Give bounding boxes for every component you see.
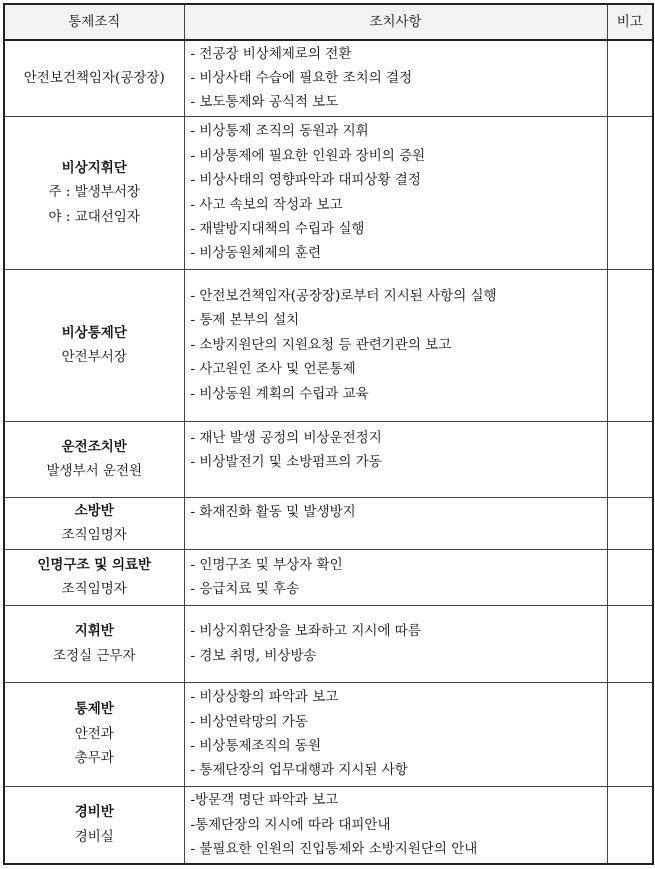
org-sub: 총무과 xyxy=(74,750,114,767)
org-cell xyxy=(4,269,184,421)
org-cell xyxy=(4,40,184,116)
action-item: - 사고원인 조사 및 언론통제 xyxy=(190,361,356,378)
org-name: 지휘반 xyxy=(74,623,114,640)
org-name: 운전조치반 xyxy=(61,438,127,455)
org-cell xyxy=(4,421,184,497)
actions-cell xyxy=(184,269,607,421)
org-sub: 조직임명자 xyxy=(61,527,127,543)
action-item: - 통제단장의 업무대행과 지시된 사항 xyxy=(190,762,408,779)
action-item: - 인명구조 및 부상자 확인 xyxy=(190,556,343,573)
table-row xyxy=(4,497,653,549)
table-row xyxy=(4,116,653,269)
header-actions: 조치사항 xyxy=(184,4,607,40)
header-remarks: 비고 xyxy=(607,4,653,40)
org-name: 소방반 xyxy=(74,502,114,519)
action-item: - 재난 발생 공정의 비상운전정지 xyxy=(190,429,382,446)
action-item: - 비상사태의 영향파악과 대피상황 결정 xyxy=(190,172,421,189)
action-item: - 비상상황의 파악과 보고 xyxy=(190,689,339,706)
org-name: 비상통제단 xyxy=(61,324,127,341)
action-item: - 전공장 비상체제로의 전환 xyxy=(190,45,352,62)
table-row xyxy=(4,269,653,421)
action-item: - 안전보건책임자(공장장)로부터 지시된 사항의 실행 xyxy=(190,287,497,304)
org-name: 인명구조 및 의료반 xyxy=(37,556,152,573)
org-sub: 안전과 xyxy=(74,725,114,742)
org-cell xyxy=(4,549,184,605)
org-sub: 조직임명자 xyxy=(61,581,127,597)
remarks-cell xyxy=(607,40,653,116)
emergency-organization-table xyxy=(3,3,654,865)
action-item: - 사고 속보의 작성과 보고 xyxy=(190,196,343,213)
org-cell xyxy=(4,682,184,786)
table-row xyxy=(4,605,653,682)
org-sub: 주 : 발생부서장 xyxy=(48,184,140,201)
table-row xyxy=(4,682,653,786)
remarks-cell xyxy=(607,497,653,549)
table-row xyxy=(4,786,653,864)
org-cell xyxy=(4,497,184,549)
org-name: 안전보건책임자(공장장) xyxy=(23,70,165,87)
table-row xyxy=(4,40,653,116)
org-sub: 야 : 교대선임자 xyxy=(48,208,140,225)
org-cell xyxy=(4,786,184,864)
remarks-cell xyxy=(607,786,653,864)
action-item: - 비상발전기 및 소방펌프의 가동 xyxy=(190,453,382,470)
actions-cell xyxy=(184,605,607,682)
action-item: - 비상통제에 필요한 인원과 장비의 증원 xyxy=(190,147,426,164)
action-item: - 비상동원 계획의 수립과 교육 xyxy=(190,385,369,402)
action-item: -방문객 명단 파악과 보고 xyxy=(190,792,339,809)
table-row xyxy=(4,549,653,605)
remarks-cell xyxy=(607,269,653,421)
actions-cell xyxy=(184,116,607,269)
org-name: 경비반 xyxy=(74,804,114,821)
action-item: - 재발방지대책의 수립과 실행 xyxy=(190,220,365,237)
actions-cell xyxy=(184,421,607,497)
header-row xyxy=(4,4,653,40)
org-name: 비상지휘단 xyxy=(61,159,127,176)
remarks-cell xyxy=(607,605,653,682)
action-item: - 화재진화 활동 및 발생방지 xyxy=(190,503,356,520)
org-sub: 경비실 xyxy=(74,828,114,845)
actions-cell xyxy=(184,497,607,549)
action-item: - 응급치료 및 후송 xyxy=(190,581,300,597)
remarks-cell xyxy=(607,682,653,786)
org-sub: 안전부서장 xyxy=(61,349,127,365)
remarks-cell xyxy=(607,116,653,269)
actions-cell xyxy=(184,549,607,605)
action-item: -통제단장의 지시에 따라 대피안내 xyxy=(190,816,391,833)
header-org: 통제조직 xyxy=(4,4,184,40)
org-sub: 조정실 근무자 xyxy=(52,647,136,664)
org-sub: 발생부서 운전원 xyxy=(46,463,143,479)
action-item: - 보도통제와 공식적 보도 xyxy=(190,94,339,111)
action-item: - 비상통제조직의 동원 xyxy=(190,738,322,754)
remarks-cell xyxy=(607,549,653,605)
action-item: - 비상지휘단장을 보좌하고 지시에 따름 xyxy=(190,623,421,640)
org-cell xyxy=(4,605,184,682)
remarks-cell xyxy=(607,421,653,497)
action-item: - 경보 취명, 비상방송 xyxy=(190,647,317,664)
action-item: - 비상동원체제의 훈련 xyxy=(190,245,322,262)
actions-cell xyxy=(184,40,607,116)
actions-cell xyxy=(184,786,607,864)
org-name: 통제반 xyxy=(74,701,114,718)
action-item: - 불필요한 인원의 진입통제와 소방지원단의 안내 xyxy=(190,840,478,857)
action-item: - 비상사태 수습에 필요한 조치의 결정 xyxy=(190,70,413,87)
action-item: - 통제 본부의 설치 xyxy=(190,312,300,329)
org-cell xyxy=(4,116,184,269)
action-item: - 비상통제 조직의 동원과 지휘 xyxy=(190,123,369,140)
action-item: - 비상연락망의 가동 xyxy=(190,713,308,730)
action-item: - 소방지원단의 지원요청 등 관련기관의 보고 xyxy=(190,336,452,353)
actions-cell xyxy=(184,682,607,786)
table-row xyxy=(4,421,653,497)
